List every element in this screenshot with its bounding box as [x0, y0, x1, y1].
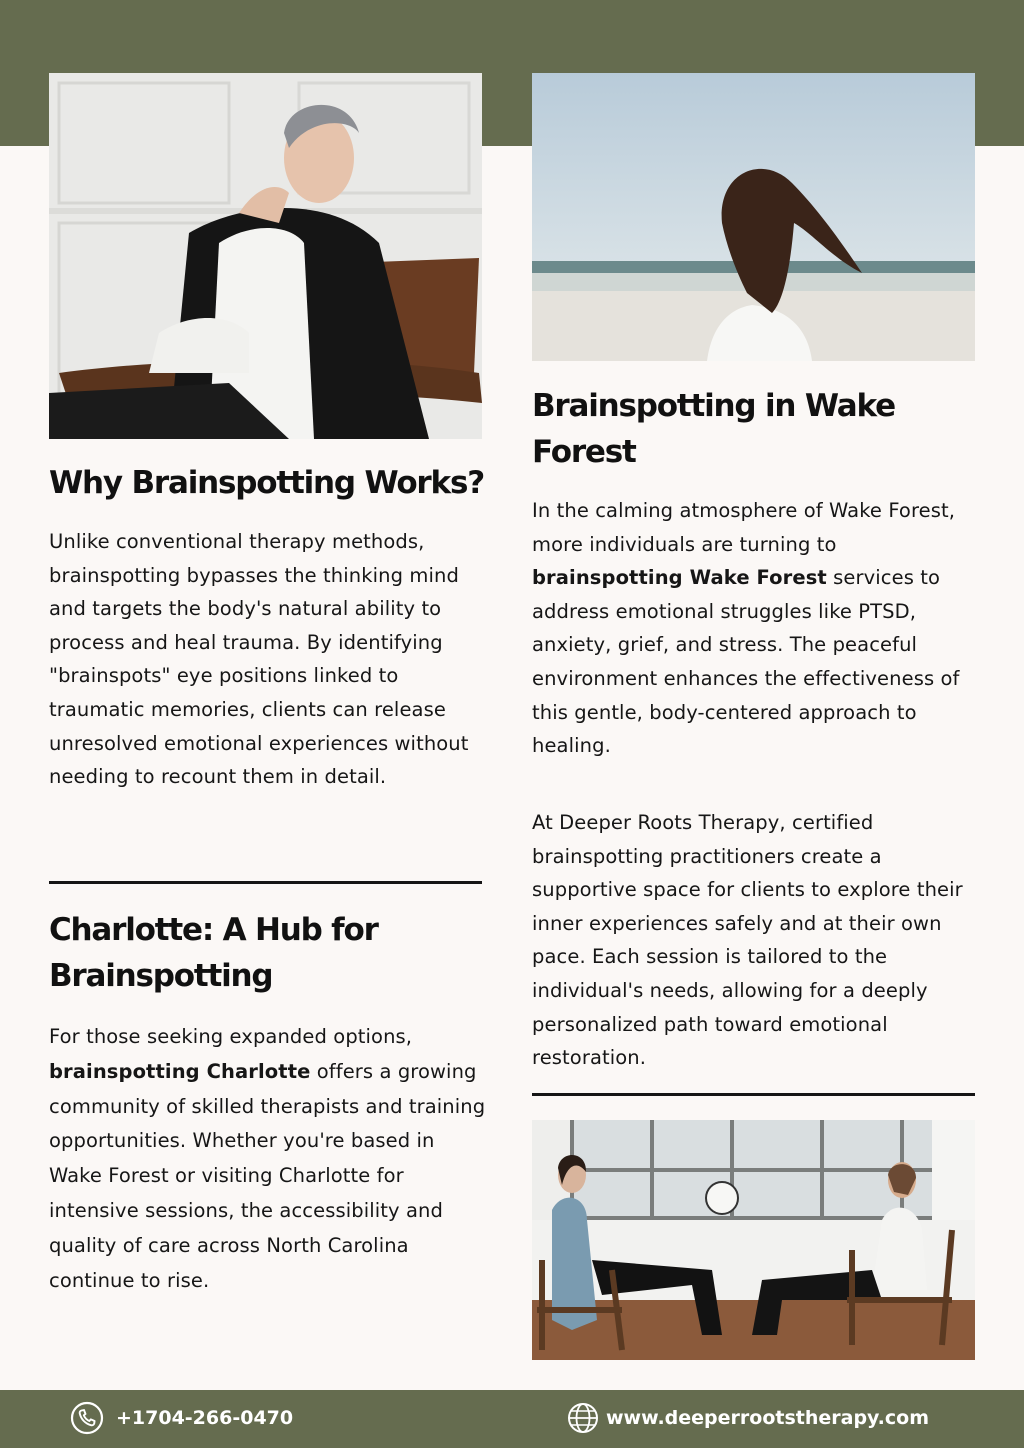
woman-thinking-photo [49, 73, 482, 439]
section-divider [49, 881, 482, 884]
section-title-charlotte: Charlotte: A Hub for Brainspotting [49, 912, 378, 994]
wake-forest-paragraph-2: At Deeper Roots Therapy, certified brainspotting practitioners create a supportive space for clients to explore their inner experiences safely and at their own pace. Each session is tailored to the individual's needs, allowing for a deeply personalized path toward emotional restoration. [532, 811, 963, 1070]
footer-phone[interactable] [70, 1401, 293, 1435]
website-url: www.deeperrootstherapy.com [606, 1407, 930, 1429]
phone-number: +1704-266-0470 [116, 1407, 294, 1429]
therapy-session-photo [532, 1120, 975, 1360]
section-title-wake-forest: Brainspotting in Wake Forest [532, 388, 895, 470]
why-brainspotting-paragraph: Unlike conventional therapy methods, brainspotting bypasses the thinking mind and targets the body's natural ability to process and heal trauma. By identifying "brainspots" eye positions linked to traumatic memories, clients can release unresolved emotional experiences without needing to recount them in detail. [49, 530, 469, 789]
woman-beach-photo [532, 73, 975, 361]
wake-forest-paragraph-1: In the calming atmosphere of Wake Forest, more individuals are turning to brainspotting Wake Forest services to address emotional struggles like PTSD, anxiety, grief, and stress. The peaceful environment enhances the effectiveness of this gentle, body-centered approach to healing. [532, 499, 960, 758]
phone-icon [70, 1401, 104, 1435]
section-title-why-brainspotting: Why Brainspotting Works? [49, 465, 484, 501]
section-divider [532, 1093, 975, 1096]
charlotte-paragraph: For those seeking expanded options, brainspotting Charlotte offers a growing community of skilled therapists and training opportunities. Whether you're based in Wake Forest or visiting Charlotte for intensive sessions, the accessibility and quality of care across North Carolina continue to rise. [49, 1025, 486, 1292]
brainspotting-charlotte-keyword: brainspotting Charlotte [49, 1059, 311, 1083]
globe-icon [566, 1401, 600, 1435]
brainspotting-wake-forest-keyword: brainspotting Wake Forest [532, 566, 827, 590]
footer-website[interactable] [566, 1401, 929, 1435]
